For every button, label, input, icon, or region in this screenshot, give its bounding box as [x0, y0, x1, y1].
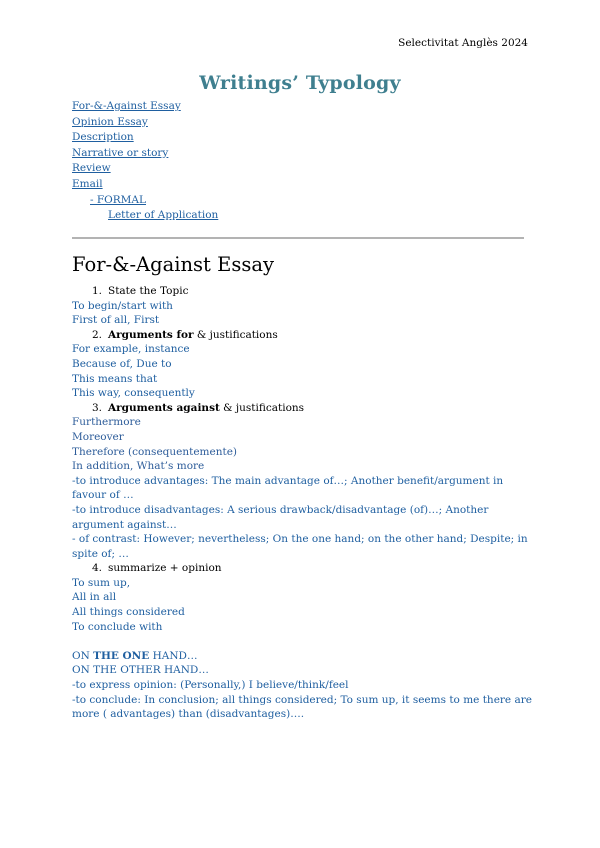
other-hand-line: ON THE OTHER HAND…	[72, 664, 209, 677]
section-body	[72, 284, 532, 722]
step-4: 4. summarize + opinion	[92, 562, 222, 575]
step-1: 1. State the Topic	[92, 285, 189, 297]
page-header: Selectivitat Anglès 2024	[398, 37, 528, 49]
advantages-phrases: -to introduce advantages: The main advantage of…; Another benefit/argument in favour of …	[72, 474, 504, 502]
phrase-line: To conclude with	[72, 620, 163, 633]
phrase-line: Because of, Due to	[72, 357, 172, 370]
conclusion-phrases: -to conclude: In conclusion; all things considered; To sum up, it seems to me there are more ( advantages) than (disadvantages)….	[72, 693, 532, 721]
phrase-line: All in all	[72, 591, 117, 604]
toc-link-opinion[interactable]: Opinion Essay	[72, 115, 148, 128]
disadvantages-phrases: -to introduce disadvantages: A serious drawback/disadvantage (of)…; Another argument against…	[72, 503, 489, 531]
contrast-phrases: - of contrast: However; nevertheless; On the one hand; on the other hand; Despite; in spite of; …	[72, 533, 528, 560]
phrase-line: To sum up,	[72, 576, 131, 589]
toc-link-review[interactable]: Review	[72, 162, 111, 175]
phrase-line: Therefore (consequentemente)	[72, 445, 238, 458]
toc-link-for-against[interactable]: For-&-Against Essay	[72, 100, 181, 112]
horizontal-divider	[72, 237, 524, 239]
step-3: 3. Arguments against & justifications	[92, 401, 305, 414]
toc-link-email[interactable]: Email	[72, 177, 103, 190]
phrase-line: Furthermore	[72, 416, 141, 429]
phrase-line: This way, consequently	[72, 387, 195, 400]
toc-link-letter-of-application[interactable]: Letter of Application	[108, 209, 219, 222]
phrase-line: This means that	[72, 372, 158, 385]
table-of-contents	[72, 99, 218, 224]
phrase-line: To begin/start with	[72, 299, 173, 312]
spacer	[72, 634, 532, 649]
section-heading: For-&-Against Essay	[72, 253, 274, 276]
toc-link-description[interactable]: Description	[72, 131, 134, 144]
page-title: Writings’ Typology	[199, 72, 401, 94]
step-2: 2. Arguments for & justifications	[92, 328, 278, 341]
phrase-line: For example, instance	[72, 343, 190, 356]
phrase-line: Moreover	[72, 430, 124, 443]
opinion-phrases: -to express opinion: (Personally,) I believe/think/feel	[72, 679, 349, 692]
phrase-line: In addition, What’s more	[72, 460, 205, 473]
toc-link-formal[interactable]: - FORMAL	[90, 193, 146, 206]
phrase-line: All things considered	[72, 606, 185, 619]
toc-link-narrative[interactable]: Narrative or story	[72, 146, 169, 159]
one-hand-line: ON THE ONE HAND…	[72, 649, 198, 662]
phrase-line: First of all, First	[72, 314, 160, 327]
